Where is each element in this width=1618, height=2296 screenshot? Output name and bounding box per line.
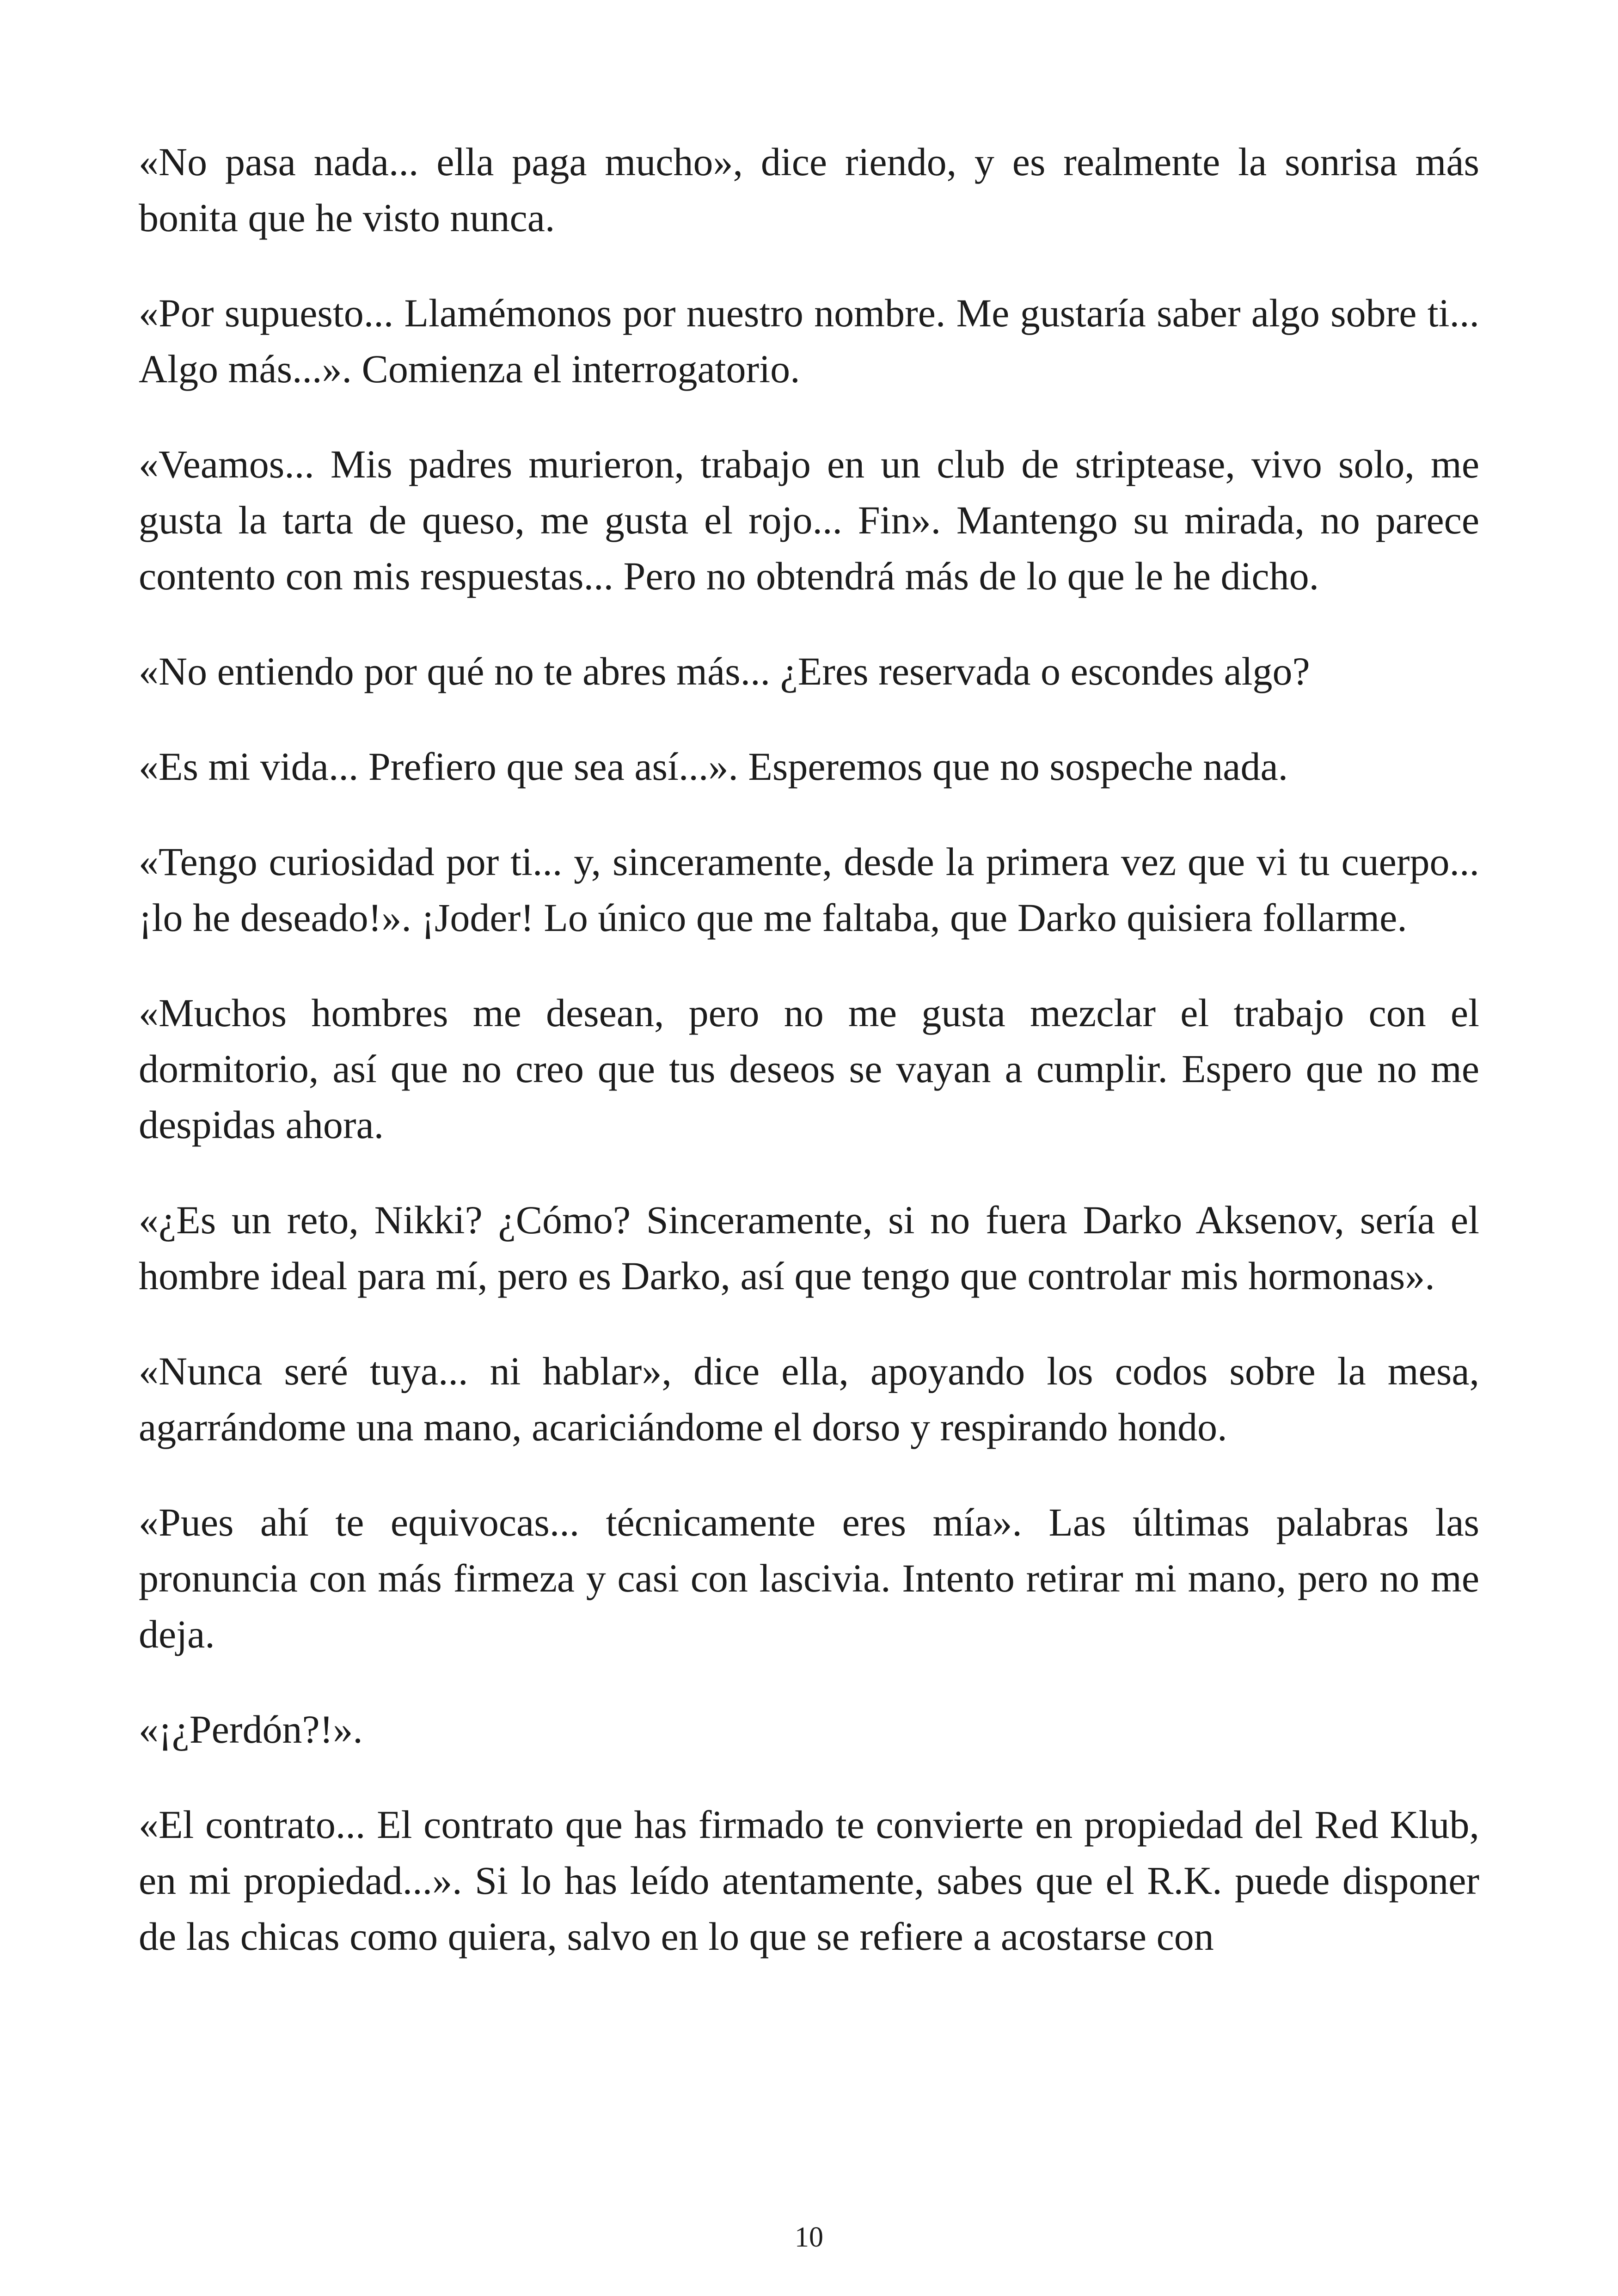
paragraph-8: «¿Es un reto, Nikki? ¿Cómo? Sinceramente, si no fuera Darko Aksenov, sería el hombre ideal para mí, pero es Darko, así que tengo que controlar mis hormonas». bbox=[139, 1198, 1479, 1298]
paragraph-10: «Pues ahí te equivocas... técnicamente eres mía». Las últimas palabras las pronuncia con más firmeza y casi con lascivia. Intento retirar mi mano, pero no me deja. bbox=[139, 1500, 1479, 1656]
paragraph-1: «No pasa nada... ella paga mucho», dice riendo, y es realmente la sonrisa más bonita que he visto nunca. bbox=[139, 140, 1479, 240]
paragraph-4: «No entiendo por qué no te abres más... ¿Eres reservada o escondes algo? bbox=[139, 649, 1310, 693]
paragraph-2: «Por supuesto... Llamémonos por nuestro nombre. Me gustaría saber algo sobre ti... Algo más...». Comienza el interrogatorio. bbox=[139, 291, 1479, 391]
paragraph-11: «¡¿Perdón?!». bbox=[139, 1707, 363, 1751]
paragraph-3: «Veamos... Mis padres murieron, trabajo en un club de striptease, vivo solo, me gusta la tarta de queso, me gusta el rojo... Fin». Mantengo su mirada, no parece contento con mis respuestas... Pero no obtendrá más de lo que le he dicho. bbox=[139, 442, 1479, 598]
paragraph-12: «El contrato... El contrato que has firmado te convierte en propiedad del Red Klub, en mi propiedad...». Si lo has leído atentamente, sabes que el R.K. puede disponer de las chicas como quiera, salvo en lo que se refiere a acostarse con bbox=[139, 1802, 1479, 1959]
paragraph-5: «Es mi vida... Prefiero que sea así...». Esperemos que no sospeche nada. bbox=[139, 744, 1288, 789]
body-text bbox=[139, 134, 1479, 2004]
paragraph-7: «Muchos hombres me desean, pero no me gusta mezclar el trabajo con el dormitorio, así que no creo que tus deseos se vayan a cumplir. Espero que no me despidas ahora. bbox=[139, 991, 1479, 1147]
page-number: 10 bbox=[795, 2222, 823, 2253]
paragraph-6: «Tengo curiosidad por ti... y, sinceramente, desde la primera vez que vi tu cuerpo... ¡lo he deseado!». ¡Joder! Lo único que me faltaba, que Darko quisiera follarme. bbox=[139, 839, 1479, 940]
paragraph-9: «Nunca seré tuya... ni hablar», dice ella, apoyando los codos sobre la mesa, agarrándome una mano, acariciándome el dorso y respirando hondo. bbox=[139, 1349, 1479, 1449]
